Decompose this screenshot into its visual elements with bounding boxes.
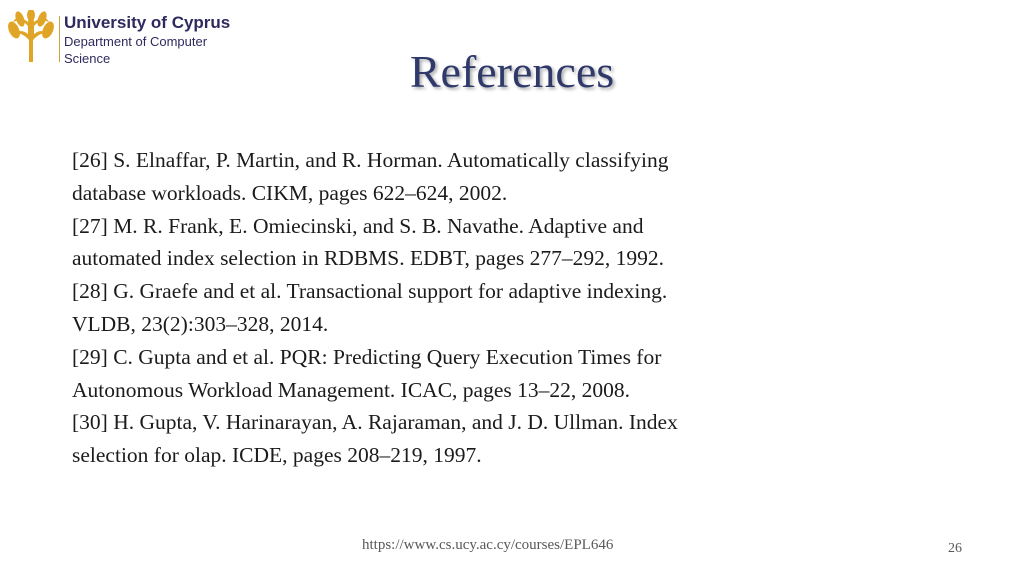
page-number: 26 (948, 541, 962, 556)
slide-title: References (409, 46, 615, 97)
reference-line: [27] M. R. Frank, E. Omiecinski, and S. B. Navathe. Adaptive and (72, 213, 644, 238)
reference-line: automated index selection in RDBMS. EDBT, pages 277–292, 1992. (72, 246, 664, 271)
reference-line: [30] H. Gupta, V. Harinarayan, A. Rajaraman, and J. D. Ullman. Index (72, 410, 678, 435)
logo-department-line2: Science (64, 51, 111, 66)
reference-line: selection for olap. ICDE, pages 208–219, 1997. (72, 443, 482, 468)
logo-university-name: University of Cyprus (64, 13, 231, 32)
reference-line: VLDB, 23(2):303–328, 2014. (72, 311, 329, 336)
reference-line: [29] C. Gupta and et al. PQR: Predicting Query Execution Times for (72, 344, 662, 369)
logo-department-line1: Department of Computer (64, 34, 208, 49)
references-list (72, 144, 812, 472)
footer-url: https://www.cs.ucy.ac.cy/courses/EPL646 (362, 537, 614, 553)
reference-line: Autonomous Workload Management. ICAC, pages 13–22, 2008. (72, 377, 631, 402)
reference-line: database workloads. CIKM, pages 622–624, 2002. (72, 180, 508, 205)
reference-line: [26] S. Elnaffar, P. Martin, and R. Horman. Automatically classifying (72, 148, 669, 172)
reference-line: [28] G. Graefe and et al. Transactional support for adaptive indexing. (72, 279, 668, 304)
